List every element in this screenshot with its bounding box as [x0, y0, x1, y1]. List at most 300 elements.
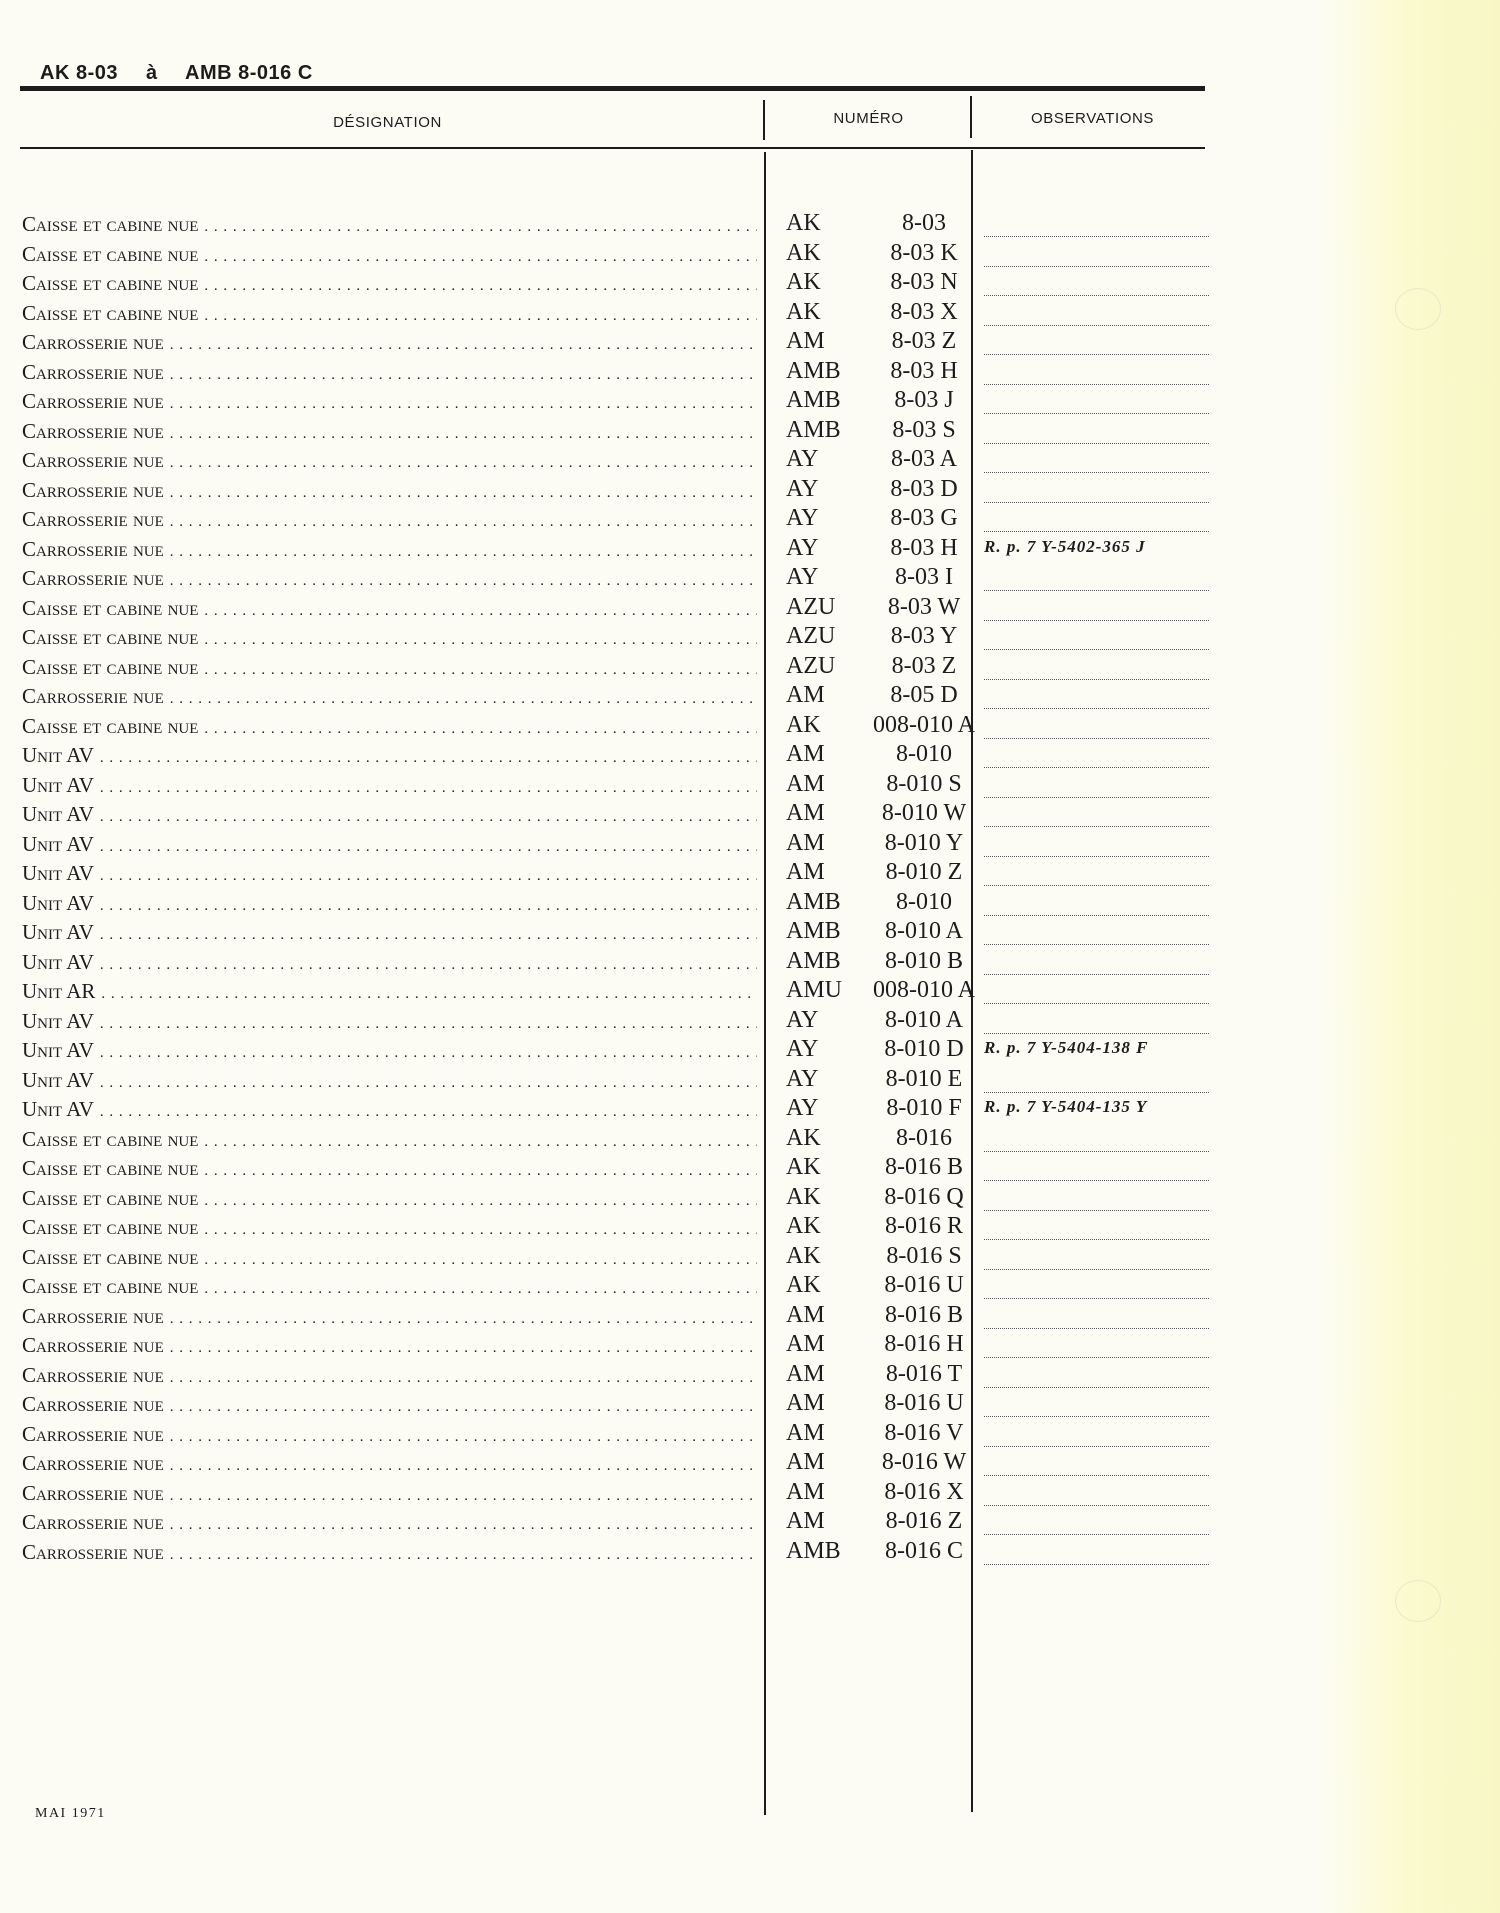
numero-prefix: AM: [786, 1331, 825, 1357]
designation-cell: [22, 1097, 757, 1122]
observation-cell: [984, 1068, 1209, 1093]
observation-cell: [984, 478, 1209, 503]
table-row: [0, 1272, 1220, 1302]
table-row: [0, 210, 1220, 240]
designation-cell: [22, 1245, 757, 1270]
numero-value: 8-03 Y: [890, 623, 958, 649]
page-header: [40, 62, 335, 85]
designation-text: Caisse et cabine nue: [22, 241, 199, 266]
designation-cell: [22, 920, 757, 945]
leader-dots: [198, 714, 757, 739]
leader-dots: [94, 802, 757, 827]
leader-dots: [164, 566, 757, 591]
observation-cell: [984, 1245, 1209, 1270]
numero-value: 8-016 Q: [884, 1183, 964, 1210]
numero-value: 8-03 S: [892, 416, 956, 443]
numero-prefix: AK: [786, 1213, 821, 1239]
leader-dots: [164, 1422, 757, 1447]
designation-cell: [22, 1127, 757, 1152]
designation-text: Carrosserie nue: [22, 1539, 164, 1564]
observation-cell: [984, 271, 1209, 296]
table-row: [0, 653, 1220, 683]
numero-prefix: AY: [786, 505, 819, 531]
numero-value: 8-03 H: [890, 357, 958, 384]
numero-value: 8-010: [896, 741, 952, 767]
table-row: [0, 446, 1220, 476]
leader-dots: [164, 537, 757, 562]
table-row: [0, 1095, 1220, 1125]
numero-prefix: AZU: [786, 623, 836, 649]
table-row: [0, 1449, 1220, 1479]
numero-value: 8-016 T: [885, 1360, 963, 1387]
designation-text: Carrosserie nue: [22, 330, 164, 354]
table-row: [0, 1302, 1220, 1332]
observation-cell: [984, 1333, 1209, 1358]
designation-cell: [22, 861, 757, 886]
leader-dots: [164, 1451, 757, 1476]
observation-cell: [984, 1422, 1209, 1447]
leader-dots: [94, 1038, 757, 1063]
table-row: [0, 948, 1220, 978]
designation-text: Unit AV: [22, 861, 94, 885]
numero-value: 8-010 A: [885, 1006, 963, 1033]
column-header-rule: [20, 147, 1205, 149]
numero-value: 8-03 X: [890, 298, 958, 325]
observation-cell: [984, 861, 1209, 886]
numero-value: 8-03 I: [895, 564, 953, 590]
observation-cell: [984, 1009, 1209, 1034]
designation-text: Unit AV: [22, 1038, 94, 1062]
designation-cell: [22, 537, 757, 562]
numero-value: 8-03 Z: [891, 328, 957, 354]
numero-value: 8-016 W: [881, 1449, 967, 1475]
observation-cell: [984, 743, 1209, 768]
designation-cell: [22, 950, 757, 975]
designation-text: Caisse et cabine nue: [22, 595, 199, 620]
designation-text: Carrosserie nue: [22, 1362, 164, 1387]
leader-dots: [164, 507, 757, 532]
observation-cell: [984, 242, 1209, 267]
designation-text: Unit AV: [22, 949, 94, 974]
leader-dots: [94, 1068, 757, 1093]
designation-text: Carrosserie nue: [22, 1480, 164, 1505]
designation-text: Caisse et cabine nue: [22, 1126, 199, 1151]
table-row: [0, 387, 1220, 417]
numero-value: 8-05 D: [890, 682, 958, 708]
leader-dots: [198, 1215, 757, 1240]
table-row: [0, 1213, 1220, 1243]
numero-value: 8-03 Z: [891, 652, 957, 679]
observation-cell: [984, 625, 1209, 650]
designation-text: Caisse et cabine nue: [22, 1274, 199, 1298]
numero-value: 8-010 Z: [885, 859, 963, 885]
table-row: [0, 1331, 1220, 1361]
numero-prefix: AK: [786, 711, 821, 738]
designation-cell: [22, 301, 757, 326]
designation-cell: [22, 1392, 757, 1417]
observation-cell: [984, 979, 1209, 1004]
leader-dots: [94, 1009, 757, 1034]
numero-value: 8-03 N: [890, 269, 958, 295]
table-row: [0, 240, 1220, 270]
numero-value: 8-016 Z: [885, 1508, 963, 1534]
observation-cell: [984, 1215, 1209, 1240]
table-row: [0, 1184, 1220, 1214]
numero-prefix: AY: [786, 534, 819, 561]
observation-cell: [984, 802, 1209, 827]
leader-dots: [94, 950, 757, 975]
leader-dots: [164, 389, 757, 414]
designation-text: Carrosserie nue: [22, 1333, 164, 1357]
designation-text: Unit AV: [22, 831, 94, 856]
numero-value: 8-010 B: [885, 947, 963, 974]
numero-value: 8-03 W: [887, 593, 961, 620]
designation-text: Caisse et cabine nue: [22, 1244, 199, 1269]
leader-dots: [164, 1333, 757, 1358]
observation-cell: [984, 684, 1209, 709]
designation-text: Carrosserie nue: [22, 536, 164, 561]
table-row: [0, 594, 1220, 624]
numero-value: 8-03 J: [894, 387, 954, 413]
numero-value: 8-010 D: [884, 1036, 964, 1062]
leader-dots: [164, 1540, 757, 1565]
table-row: [0, 1125, 1220, 1155]
designation-cell: [22, 330, 757, 355]
designation-text: Caisse et cabine nue: [22, 212, 199, 236]
numero-prefix: AK: [786, 1154, 821, 1180]
table-row: [0, 328, 1220, 358]
numero-value: 008-010 A: [873, 977, 975, 1003]
header-ref-start: AK 8-03: [40, 62, 118, 84]
numero-prefix: AM: [786, 1360, 825, 1387]
leader-dots: [164, 448, 757, 473]
designation-text: Carrosserie nue: [22, 684, 164, 708]
leader-dots: [94, 891, 757, 916]
numero-prefix: AK: [786, 1272, 821, 1298]
designation-text: Caisse et cabine nue: [22, 300, 199, 325]
observation-cell: [984, 360, 1209, 385]
leader-dots: [164, 478, 757, 503]
designation-cell: [22, 1156, 757, 1181]
designation-text: Unit AV: [22, 920, 94, 944]
designation-cell: [22, 1215, 757, 1240]
designation-text: Carrosserie nue: [22, 507, 164, 531]
numero-prefix: AMB: [786, 387, 841, 413]
numero-prefix: AM: [786, 682, 825, 708]
observation-cell: [984, 1186, 1209, 1211]
table-row: [0, 859, 1220, 889]
designation-cell: [22, 242, 757, 267]
observation-cell: [984, 212, 1209, 237]
header-ref-end: AMB 8-016 C: [185, 62, 313, 84]
designation-cell: [22, 419, 757, 444]
designation-cell: [22, 1333, 757, 1358]
designation-text: Caisse et cabine nue: [22, 1215, 199, 1239]
punch-hole: [1395, 1580, 1441, 1622]
numero-prefix: AK: [786, 210, 821, 236]
table-row: [0, 417, 1220, 447]
table-row: [0, 535, 1220, 565]
table-row: [0, 682, 1220, 712]
numero-value: 8-016 B: [885, 1301, 963, 1328]
leader-dots: [94, 1097, 757, 1122]
leader-dots: [164, 1481, 757, 1506]
designation-cell: [22, 802, 757, 827]
numero-value: 8-03 G: [890, 505, 958, 531]
table-row: [0, 269, 1220, 299]
numero-value: 8-010 E: [885, 1065, 963, 1092]
column-divider: [763, 100, 765, 140]
leader-dots: [94, 773, 757, 798]
numero-prefix: AK: [786, 1183, 821, 1210]
numero-value: 8-016 V: [884, 1419, 964, 1446]
observation-cell: [984, 1540, 1209, 1565]
designation-cell: [22, 655, 757, 680]
numero-value: 8-016 U: [884, 1390, 964, 1416]
observation-cell: [984, 1156, 1209, 1181]
numero-prefix: AM: [786, 1390, 825, 1416]
designation-cell: [22, 1510, 757, 1535]
designation-cell: [22, 773, 757, 798]
leader-dots: [198, 1127, 757, 1152]
leader-dots: [198, 1245, 757, 1270]
designation-text: Carrosserie nue: [22, 477, 164, 502]
designation-cell: [22, 1304, 757, 1329]
table-row: [0, 505, 1220, 535]
leader-dots: [95, 979, 757, 1004]
table-row: [0, 1420, 1220, 1450]
table-row: [0, 918, 1220, 948]
numero-value: 8-03 D: [890, 475, 958, 502]
table-row: [0, 1538, 1220, 1568]
designation-cell: [22, 1451, 757, 1476]
observation-cell: [984, 1363, 1209, 1388]
observation-cell: [984, 714, 1209, 739]
observation-cell: [984, 891, 1209, 916]
leader-dots: [94, 743, 757, 768]
designation-cell: [22, 743, 757, 768]
designation-text: Unit AR: [22, 979, 96, 1003]
numero-value: 8-016 S: [886, 1242, 962, 1269]
leader-dots: [164, 684, 757, 709]
designation-cell: [22, 507, 757, 532]
numero-prefix: AM: [786, 770, 825, 797]
paper-edge: [1320, 0, 1500, 1913]
designation-cell: [22, 832, 757, 857]
numero-prefix: AY: [786, 564, 819, 590]
parts-table: [0, 210, 1220, 1567]
table-row: [0, 1007, 1220, 1037]
leader-dots: [164, 419, 757, 444]
observation-cell: [984, 1451, 1209, 1476]
designation-text: Carrosserie nue: [22, 389, 164, 413]
table-row: [0, 977, 1220, 1007]
numero-prefix: AY: [786, 1006, 819, 1033]
observation-cell: [984, 1481, 1209, 1506]
designation-cell: [22, 1186, 757, 1211]
numero-prefix: AK: [786, 1124, 821, 1151]
observation-cell: [984, 832, 1209, 857]
designation-text: Unit AV: [22, 890, 94, 915]
designation-text: Unit AV: [22, 743, 94, 767]
table-row: [0, 1361, 1220, 1391]
observation-cell: [984, 1304, 1209, 1329]
leader-dots: [164, 360, 757, 385]
column-header-numero: NUMÉRO: [833, 110, 904, 127]
numero-value: 8-03 A: [891, 446, 957, 472]
designation-cell: [22, 891, 757, 916]
numero-prefix: AM: [786, 328, 825, 354]
numero-prefix: AY: [786, 1036, 819, 1062]
leader-dots: [198, 271, 757, 296]
designation-text: Caisse et cabine nue: [22, 625, 199, 649]
numero-prefix: AK: [786, 1242, 821, 1269]
leader-dots: [164, 1392, 757, 1417]
designation-cell: [22, 1038, 757, 1063]
observation-cell: [984, 596, 1209, 621]
observation-cell: [984, 448, 1209, 473]
observation-cell: [984, 655, 1209, 680]
table-row: [0, 830, 1220, 860]
table-row: [0, 771, 1220, 801]
designation-text: Caisse et cabine nue: [22, 713, 199, 738]
numero-prefix: AK: [786, 239, 821, 266]
table-row: [0, 358, 1220, 388]
designation-cell: [22, 360, 757, 385]
table-row: [0, 712, 1220, 742]
numero-value: 8-010: [896, 888, 952, 915]
observation-cell: [984, 301, 1209, 326]
numero-prefix: AZU: [786, 593, 836, 620]
observation-cell: [984, 773, 1209, 798]
table-row: [0, 476, 1220, 506]
numero-prefix: AM: [786, 1301, 825, 1328]
numero-prefix: AK: [786, 298, 821, 325]
designation-cell: [22, 979, 757, 1004]
designation-text: Unit AV: [22, 772, 94, 797]
table-row: [0, 1390, 1220, 1420]
designation-text: Caisse et cabine nue: [22, 271, 199, 295]
designation-text: Carrosserie nue: [22, 1392, 164, 1416]
numero-prefix: AM: [786, 859, 825, 885]
observation-cell: [984, 389, 1209, 414]
leader-dots: [198, 1156, 757, 1181]
numero-prefix: AZU: [786, 652, 836, 679]
numero-value: 8-010 A: [885, 918, 963, 944]
designation-cell: [22, 1481, 757, 1506]
table-row: [0, 623, 1220, 653]
designation-cell: [22, 478, 757, 503]
leader-dots: [164, 330, 757, 355]
numero-value: 8-016 R: [885, 1213, 963, 1239]
numero-prefix: AMU: [786, 977, 843, 1003]
designation-text: Carrosserie nue: [22, 1421, 164, 1446]
numero-prefix: AK: [786, 269, 821, 295]
table-row: [0, 889, 1220, 919]
designation-cell: [22, 389, 757, 414]
numero-prefix: AY: [786, 446, 819, 472]
table-row: [0, 564, 1220, 594]
designation-text: Unit AV: [22, 1067, 94, 1092]
numero-value: 8-010 W: [881, 800, 967, 826]
observation-cell: [984, 566, 1209, 591]
table-row: [0, 800, 1220, 830]
header-rule: [20, 86, 1205, 91]
numero-prefix: AMB: [786, 1537, 841, 1564]
numero-value: 8-010 S: [886, 770, 962, 797]
leader-dots: [198, 212, 757, 237]
designation-text: Unit AV: [22, 802, 94, 826]
column-header-observations: OBSERVATIONS: [1030, 110, 1155, 127]
numero-value: 8-03 H: [890, 534, 958, 561]
designation-cell: [22, 1422, 757, 1447]
numero-value: 8-016 C: [885, 1537, 963, 1564]
leader-dots: [164, 1510, 757, 1535]
leader-dots: [198, 655, 757, 680]
observation-cell: R. p. 7 Y-5404-135 Y: [984, 1097, 1148, 1116]
designation-text: Carrosserie nue: [22, 1510, 164, 1534]
leader-dots: [198, 1274, 757, 1299]
numero-value: 8-03: [902, 210, 946, 236]
leader-dots: [94, 861, 757, 886]
designation-text: Carrosserie nue: [22, 1303, 164, 1328]
leader-dots: [94, 920, 757, 945]
leader-dots: [164, 1363, 757, 1388]
table-row: [0, 299, 1220, 329]
observation-cell: [984, 950, 1209, 975]
table-row: [0, 1036, 1220, 1066]
numero-prefix: AM: [786, 1419, 825, 1446]
designation-cell: [22, 566, 757, 591]
designation-text: Caisse et cabine nue: [22, 654, 199, 679]
footer-date: MAI 1971: [35, 1806, 106, 1821]
designation-cell: [22, 271, 757, 296]
numero-prefix: AM: [786, 1478, 825, 1505]
observation-cell: [984, 1510, 1209, 1535]
numero-value: 008-010 A: [873, 711, 975, 738]
designation-text: Caisse et cabine nue: [22, 1185, 199, 1210]
numero-prefix: AMB: [786, 918, 841, 944]
observation-cell: R. p. 7 Y-5404-138 F: [984, 1038, 1149, 1057]
observation-cell: [984, 507, 1209, 532]
table-row: [0, 1479, 1220, 1509]
numero-prefix: AM: [786, 1508, 825, 1534]
designation-cell: [22, 714, 757, 739]
observation-cell: [984, 1127, 1209, 1152]
designation-cell: [22, 1068, 757, 1093]
header-ref-sep: à: [146, 62, 158, 84]
numero-value: 8-03 K: [890, 239, 958, 266]
table-row: [0, 1154, 1220, 1184]
designation-text: Unit AV: [22, 1097, 94, 1121]
numero-prefix: AY: [786, 1065, 819, 1092]
designation-cell: [22, 212, 757, 237]
numero-value: 8-010 F: [886, 1095, 962, 1121]
designation-cell: [22, 596, 757, 621]
designation-text: Caisse et cabine nue: [22, 1156, 199, 1180]
numero-value: 8-016 X: [884, 1478, 964, 1505]
numero-value: 8-016 U: [884, 1272, 964, 1298]
table-row: [0, 741, 1220, 771]
numero-prefix: AY: [786, 1095, 819, 1121]
numero-prefix: AMB: [786, 357, 841, 384]
table-row: [0, 1066, 1220, 1096]
numero-value: 8-016 B: [885, 1154, 963, 1180]
designation-cell: [22, 1540, 757, 1565]
designation-text: Carrosserie nue: [22, 418, 164, 443]
leader-dots: [198, 301, 757, 326]
observation-cell: [984, 1274, 1209, 1299]
